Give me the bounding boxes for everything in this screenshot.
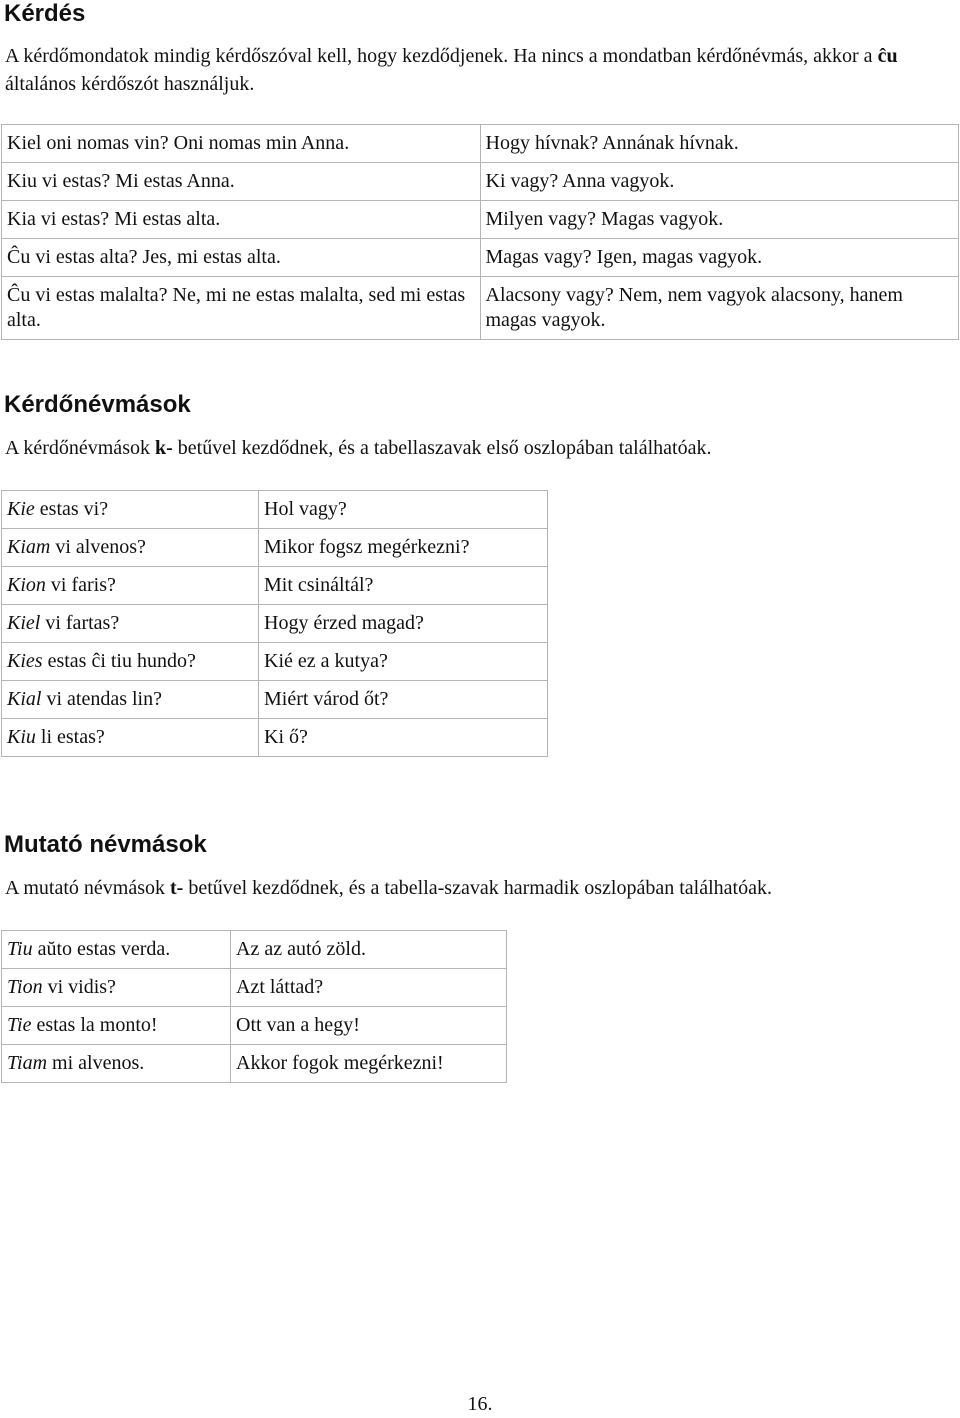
hungarian-cell: Ki ő? — [259, 719, 548, 757]
section-heading-kerdonevmasok: Kérdőnévmások — [4, 391, 191, 418]
hungarian-cell: Ott van a hegy! — [231, 1007, 507, 1045]
esperanto-cell: Kiel vi fartas? — [2, 605, 259, 643]
esperanto-cell: Tiam mi alvenos. — [2, 1045, 231, 1083]
table-row — [2, 1045, 507, 1083]
section-heading-kerdes: Kérdés — [4, 0, 86, 27]
esperanto-cell: Ĉu vi estas alta? Jes, mi estas alta. — [2, 239, 481, 277]
table-row — [2, 529, 548, 567]
esperanto-cell: Tiu aŭto estas verda. — [2, 931, 231, 969]
hungarian-cell: Alacsony vagy? Nem, nem vagyok alacsony, hanem magas vagyok. — [480, 277, 959, 340]
table-row — [2, 163, 959, 201]
esperanto-cell: Kies estas ĉi tiu hundo? — [2, 643, 259, 681]
esperanto-cell: Kie estas vi? — [2, 491, 259, 529]
esperanto-cell: Kiu li estas? — [2, 719, 259, 757]
table-row — [2, 201, 959, 239]
keyword-k-prefix: k- — [154, 437, 173, 459]
section-intro-mutato-nevmasok: A mutató névmások t- betűvel kezdődnek, és a tabella-szavak harmadik oszlopában találhatóak. — [5, 877, 772, 899]
hungarian-cell: Mit csináltál? — [259, 567, 548, 605]
table-row — [2, 931, 507, 969]
esperanto-cell: Kial vi atendas lin? — [2, 681, 259, 719]
table-row — [2, 1007, 507, 1045]
page-number: 16. — [467, 1393, 493, 1415]
hungarian-cell: Miért várod őt? — [259, 681, 548, 719]
hungarian-cell: Az az autó zöld. — [231, 931, 507, 969]
table-row — [2, 491, 548, 529]
hungarian-cell: Magas vagy? Igen, magas vagyok. — [480, 239, 959, 277]
esperanto-cell: Kion vi faris? — [2, 567, 259, 605]
hungarian-cell: Milyen vagy? Magas vagyok. — [480, 201, 959, 239]
section-intro-kerdes: A kérdőmondatok mindig kérdőszóval kell, hogy kezdődjenek. Ha nincs a mondatban kérdőnévmás, akkor a ĉu általános kérdőszót használjuk. — [5, 45, 898, 95]
table-row — [2, 643, 548, 681]
esperanto-cell: Kiam vi alvenos? — [2, 529, 259, 567]
table-row — [2, 125, 959, 163]
keyword-t-prefix: t- — [169, 877, 184, 899]
interrogative-pronouns-table — [1, 490, 548, 757]
section-heading-mutato-nevmasok: Mutató névmások — [4, 831, 207, 858]
keyword-cu: ĉu — [877, 45, 898, 67]
hungarian-cell: Hogy érzed magad? — [259, 605, 548, 643]
demonstrative-pronouns-table — [1, 930, 507, 1083]
esperanto-cell: Kia vi estas? Mi estas alta. — [2, 201, 481, 239]
section-intro-kerdonevmasok: A kérdőnévmások k- betűvel kezdődnek, és a tabellaszavak első oszlopában találhatóak. — [5, 437, 712, 459]
table-row — [2, 605, 548, 643]
esperanto-cell: Kiu vi estas? Mi estas Anna. — [2, 163, 481, 201]
table-row — [2, 969, 507, 1007]
esperanto-cell: Ĉu vi estas malalta? Ne, mi ne estas malalta, sed mi estas alta. — [2, 277, 481, 340]
hungarian-cell: Hol vagy? — [259, 491, 548, 529]
hungarian-cell: Mikor fogsz megérkezni? — [259, 529, 548, 567]
hungarian-cell: Ki vagy? Anna vagyok. — [480, 163, 959, 201]
table-row — [2, 239, 959, 277]
hungarian-cell: Kié ez a kutya? — [259, 643, 548, 681]
table-row — [2, 719, 548, 757]
hungarian-cell: Akkor fogok megérkezni! — [231, 1045, 507, 1083]
hungarian-cell: Hogy hívnak? Annának hívnak. — [480, 125, 959, 163]
question-examples-table — [1, 124, 959, 340]
hungarian-cell: Azt láttad? — [231, 969, 507, 1007]
table-row — [2, 681, 548, 719]
esperanto-cell: Tie estas la monto! — [2, 1007, 231, 1045]
esperanto-cell: Tion vi vidis? — [2, 969, 231, 1007]
table-row — [2, 277, 959, 340]
esperanto-cell: Kiel oni nomas vin? Oni nomas min Anna. — [2, 125, 481, 163]
table-row — [2, 567, 548, 605]
